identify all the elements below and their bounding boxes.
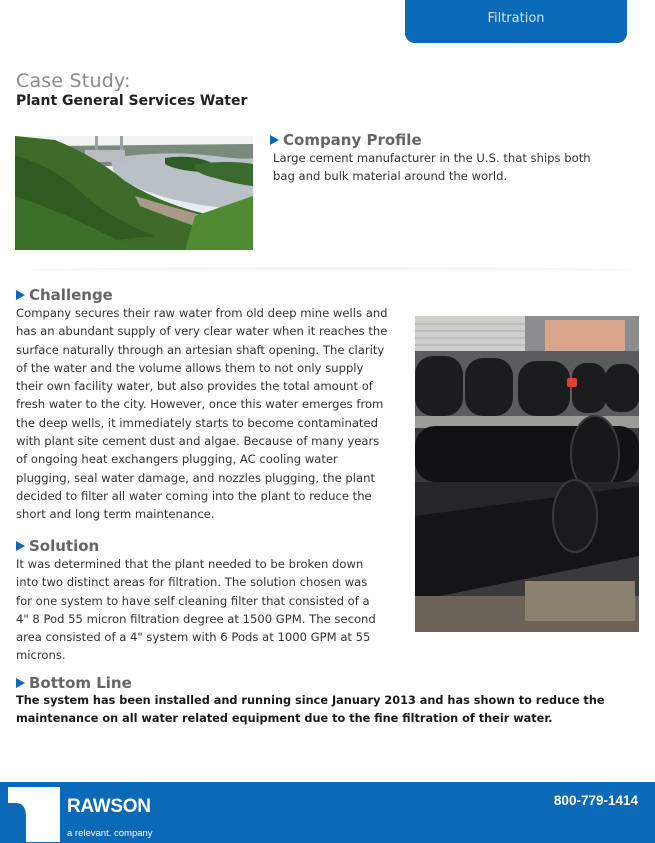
category-tab <box>405 0 627 43</box>
bottom-line-heading <box>16 674 132 692</box>
text-line: Company secures their raw water from old deep mine wells and <box>16 306 388 320</box>
text-line: with plant site cement dust and algae. Because of many years <box>16 434 380 449</box>
text-line: maintenance on all water related equipment due to the fine filtration of their water. <box>16 712 553 726</box>
heading-label: Company Profile <box>283 131 422 149</box>
text-line: area consisted of a 4" system with 6 Pods at 1000 GPM at 55 <box>16 630 371 645</box>
text-line: into two distinct areas for filtration. The solution chosen was <box>16 575 368 590</box>
text-line: plugging, seal water damage, and nozzles plugging, the plant <box>16 470 375 485</box>
bottom-line-text <box>16 692 605 729</box>
triangle-bullet-icon <box>270 135 279 145</box>
text-line: 4" 8 Pod 55 micron filtration degree at 1500 GPM. The second <box>16 611 376 626</box>
challenge-heading <box>16 286 113 304</box>
solution-text <box>16 555 376 665</box>
text-line: short and long term maintenance. <box>16 507 215 522</box>
text-line: decided to filter all water coming into the plant to reduce the <box>16 488 372 503</box>
page-title <box>16 70 247 109</box>
solution-heading <box>16 537 99 555</box>
triangle-bullet-icon <box>16 678 25 688</box>
text-line: surface naturally through an artesian shaft opening. The clarity <box>16 342 385 357</box>
text-line: Large cement manufacturer in the U.S. that ships both <box>273 151 591 165</box>
text-line: It was determined that the plant needed to be broken down <box>16 557 364 571</box>
triangle-bullet-icon <box>16 290 25 300</box>
text-line: The system has been installed and running since January 2013 and has shown to reduce the <box>16 694 605 707</box>
filter-equipment-photo <box>415 316 639 632</box>
heading-label: Solution <box>29 537 100 555</box>
text-line: for one system to have self cleaning filter that consisted of a <box>16 593 370 608</box>
brand-name: RAWSON <box>67 796 151 817</box>
footer-bar <box>0 782 655 843</box>
text-line: bag and bulk material around the world. <box>273 169 508 184</box>
text-line: their own facility water, but also provides the total amount of <box>16 379 373 394</box>
category-label: Filtration <box>487 11 545 26</box>
filter-equipment-image-icon <box>415 316 639 632</box>
company-profile-text <box>273 149 591 186</box>
section-divider <box>30 267 630 273</box>
text-line: of the water and the volume allows them to not only supply <box>16 360 364 375</box>
title-prefix: Case Study: <box>16 70 131 92</box>
rawson-logo-icon <box>8 787 60 842</box>
text-line: has an abundant supply of very clear water when it reaches the <box>16 324 388 339</box>
challenge-text <box>16 304 388 524</box>
text-line: fresh water to the city. However, once this water emerges from <box>16 397 384 412</box>
heading-label: Challenge <box>29 286 113 304</box>
heading-label: Bottom Line <box>29 674 132 692</box>
text-line: of ongoing heat exchangers plugging, AC cooling water <box>16 452 338 467</box>
triangle-bullet-icon <box>16 541 25 551</box>
phone-number[interactable]: 800-779-1414 <box>553 793 638 808</box>
company-profile-heading <box>270 131 422 149</box>
title-main: Plant General Services Water <box>16 93 248 109</box>
text-line: the deep wells, it immediately starts to become contaminated <box>16 415 378 430</box>
text-line: microns. <box>16 648 66 663</box>
landscape-photo <box>15 136 253 250</box>
river-valley-image-icon <box>15 136 253 250</box>
brand-tagline: a relevant. company <box>67 828 153 839</box>
